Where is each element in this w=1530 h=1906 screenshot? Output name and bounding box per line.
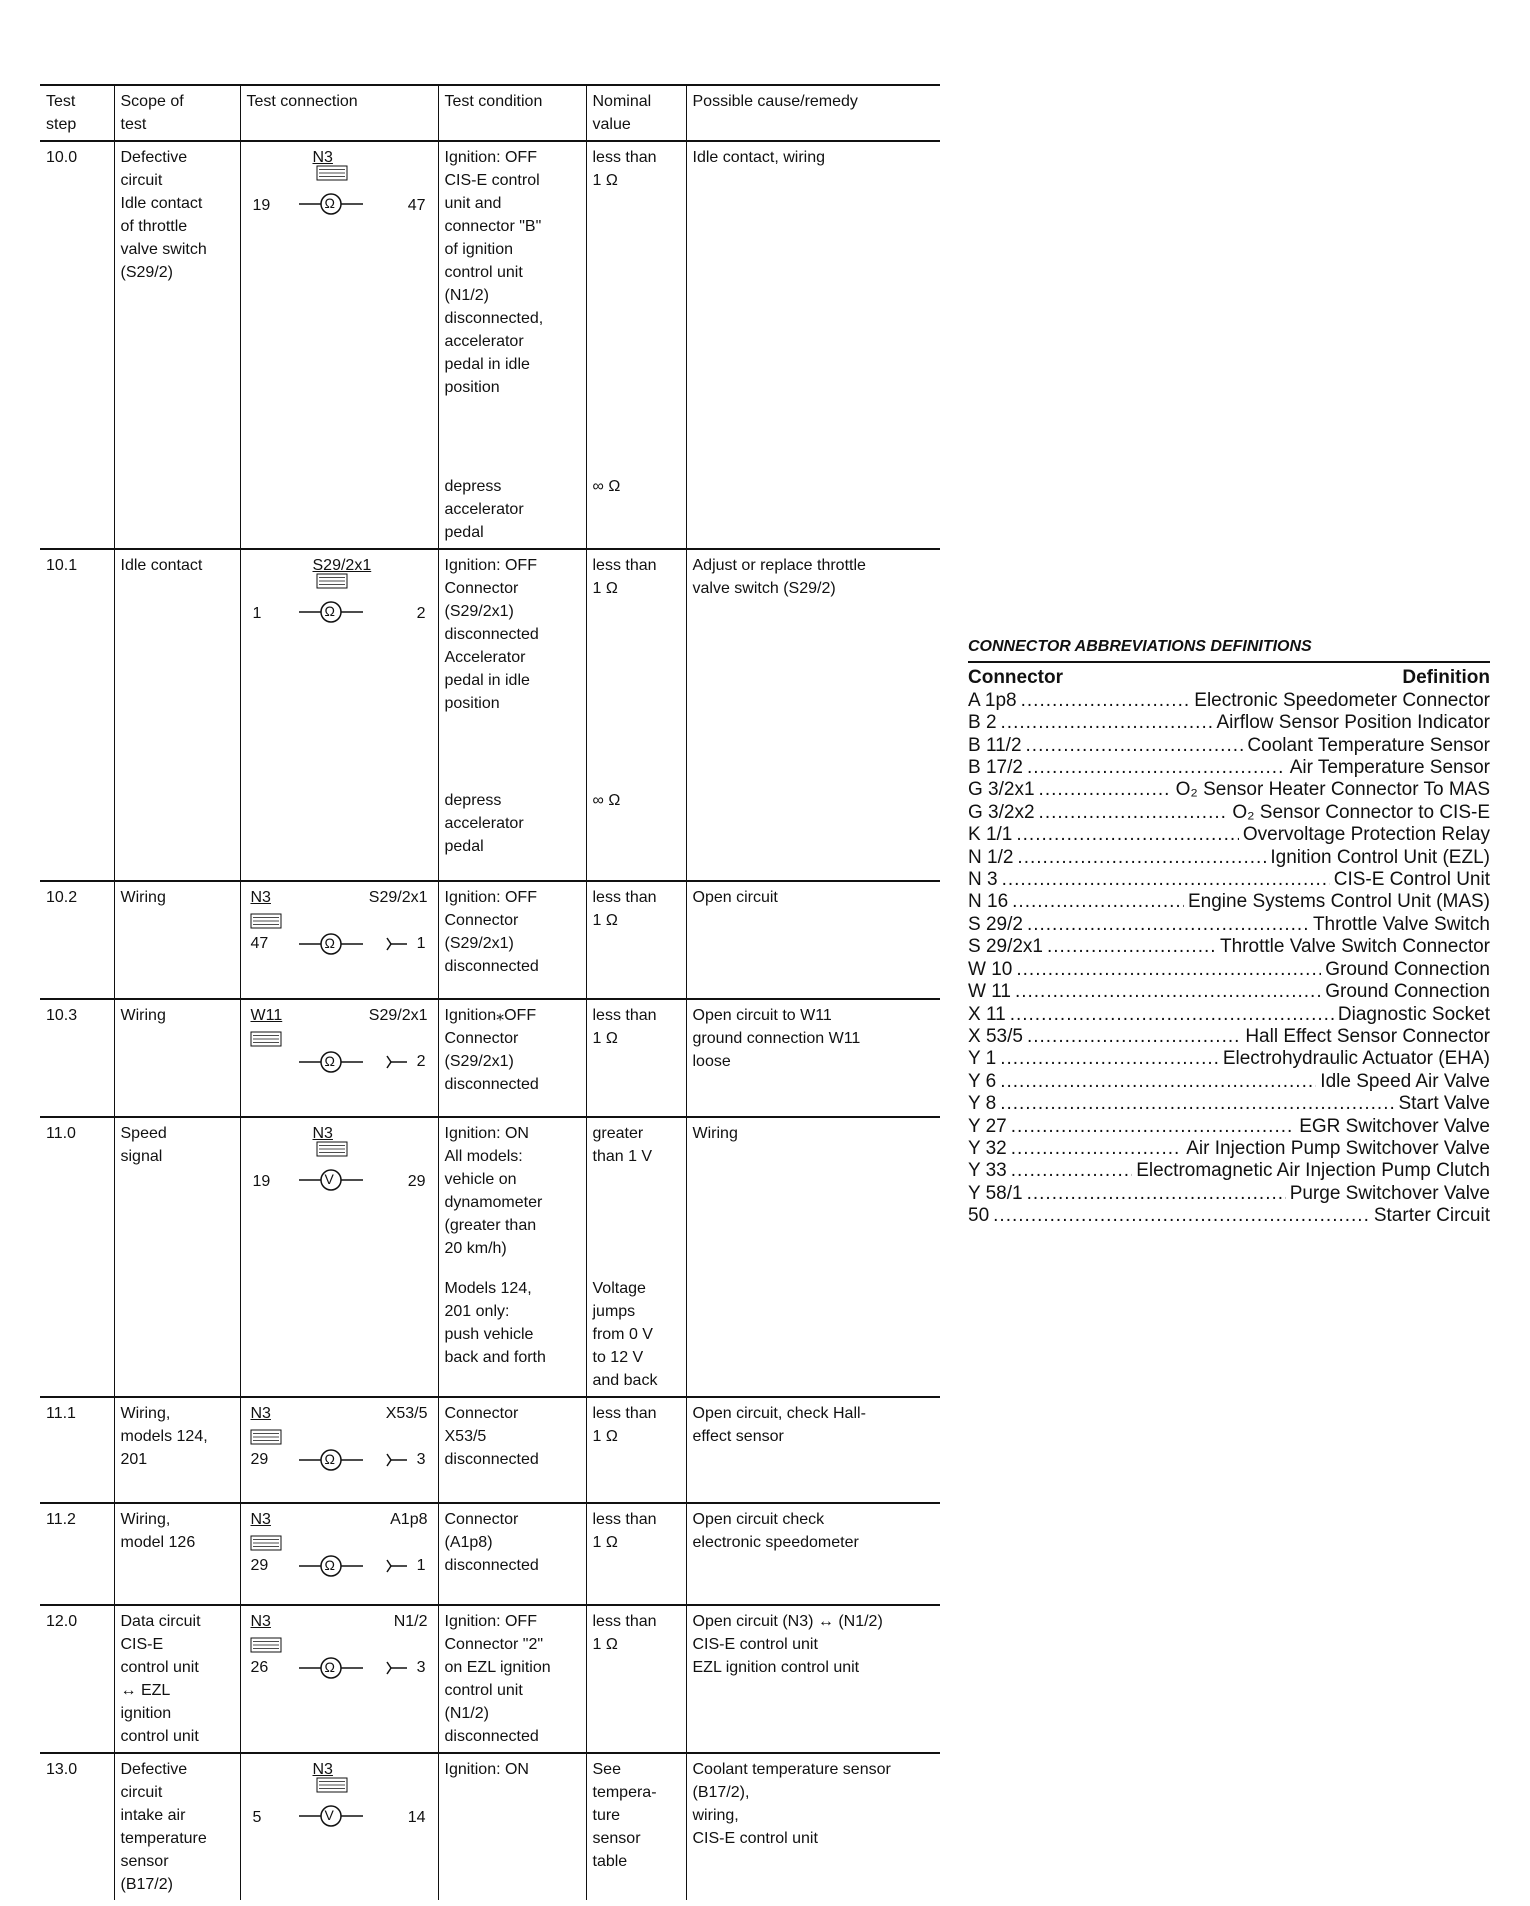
cell-possible-cause xyxy=(686,1273,940,1397)
definition-name: Diagnostic Socket xyxy=(1337,1003,1490,1025)
definition-code: Y 6 xyxy=(968,1070,997,1092)
connector-label-right: X53/5 xyxy=(385,1405,428,1422)
cell-test-condition: Ignition⁎OFF Connector (S29/2x1) disconnected xyxy=(438,999,586,1117)
connector-label: N3 xyxy=(312,1761,333,1778)
definition-row xyxy=(968,1183,1490,1205)
cell-possible-cause: Open circuit (N3) ↔ (N1/2) CIS-E control unit EZL ignition control unit xyxy=(686,1605,940,1753)
connector-label-left: N3 xyxy=(250,1405,271,1422)
definition-name: Starter Circuit xyxy=(1373,1205,1490,1227)
definition-row xyxy=(968,891,1490,913)
definition-row xyxy=(968,779,1490,801)
table-row xyxy=(40,471,940,549)
cell-nominal-value: less than 1 Ω xyxy=(586,141,686,471)
cell-test-connection xyxy=(240,785,438,881)
table-row xyxy=(40,1503,940,1605)
pin-right: 29 xyxy=(407,1173,426,1190)
cell-nominal-value: less than 1 Ω xyxy=(586,999,686,1117)
definition-code: 50 xyxy=(968,1205,990,1227)
table-row xyxy=(40,549,940,785)
header-test-connection: Test connection xyxy=(240,85,438,141)
connector-label-left: N3 xyxy=(250,1613,271,1630)
definition-name: Ground Connection xyxy=(1325,981,1490,1003)
cell-test-connection xyxy=(240,1273,438,1397)
definition-row xyxy=(968,1004,1490,1026)
definitions-title: CONNECTOR ABBREVIATIONS DEFINITIONS xyxy=(968,636,1490,663)
pin-left: 5 xyxy=(252,1809,262,1826)
cell-scope: Defective circuit Idle contact of throttle valve switch (S29/2) xyxy=(114,141,240,471)
cell-possible-cause xyxy=(686,471,940,549)
connector-label: S29/2x1 xyxy=(312,557,372,574)
definition-name: Air Temperature Sensor xyxy=(1289,757,1490,779)
definition-code: N 3 xyxy=(968,869,998,891)
definition-name: EGR Switchover Valve xyxy=(1299,1115,1490,1137)
cell-scope: Speed signal xyxy=(114,1117,240,1273)
definition-name: CIS-E Control Unit xyxy=(1333,869,1490,891)
cell-scope: Wiring, models 124, 201 xyxy=(114,1397,240,1503)
cell-possible-cause: Idle contact, wiring xyxy=(686,141,940,471)
definition-code: Y 8 xyxy=(968,1093,997,1115)
cell-nominal-value: greater than 1 V xyxy=(586,1117,686,1273)
cell-test-step: 10.3 xyxy=(40,999,114,1117)
cell-test-condition: Ignition: ON xyxy=(438,1753,586,1900)
connector-label: N3 xyxy=(312,149,333,166)
definition-code: Y 27 xyxy=(968,1115,1007,1137)
connector-definitions xyxy=(968,636,1490,1228)
definition-row xyxy=(968,914,1490,936)
meter-symbol-label: Ω xyxy=(324,1557,335,1573)
table-row xyxy=(40,1605,940,1753)
definition-name: Hall Effect Sensor Connector xyxy=(1245,1025,1490,1047)
leader-dots xyxy=(1021,690,1191,712)
definition-row xyxy=(968,712,1490,734)
cell-scope xyxy=(114,471,240,549)
leader-dots xyxy=(993,1205,1370,1227)
leader-dots xyxy=(1027,1183,1286,1205)
cell-test-connection xyxy=(240,1605,438,1753)
cell-possible-cause: Open circuit check electronic speedometer xyxy=(686,1503,940,1605)
definitions-header xyxy=(968,667,1490,689)
header-nominal-value: Nominal value xyxy=(586,85,686,141)
definition-row xyxy=(968,1116,1490,1138)
cell-test-step: 11.2 xyxy=(40,1503,114,1605)
definition-row xyxy=(968,802,1490,824)
meter-symbol-label: Ω xyxy=(324,1053,335,1069)
connector-label: N3 xyxy=(312,1125,333,1142)
pin-left: 29 xyxy=(250,1557,269,1574)
cell-scope xyxy=(114,785,240,881)
cell-nominal-value: less than 1 Ω xyxy=(586,549,686,785)
pin-right: 1 xyxy=(416,935,426,952)
leader-dots xyxy=(1015,981,1321,1003)
table-row xyxy=(40,1117,940,1273)
cell-test-condition: Ignition: OFF CIS-E control unit and connector "B" of ignition control unit (N1/2) disconnected, accelerator pedal in idle position xyxy=(438,141,586,471)
cell-possible-cause: Coolant temperature sensor (B17/2), wiring, CIS-E control unit xyxy=(686,1753,940,1900)
cell-scope: Idle contact xyxy=(114,549,240,785)
cell-test-connection xyxy=(240,1117,438,1273)
cell-test-step: 11.0 xyxy=(40,1117,114,1273)
definition-code: X 11 xyxy=(968,1003,1006,1025)
definition-code: B 2 xyxy=(968,712,997,734)
meter-symbol-label: V xyxy=(324,1807,334,1823)
table-row xyxy=(40,881,940,999)
definition-code: Y 32 xyxy=(968,1137,1007,1159)
table-row xyxy=(40,1273,940,1397)
header-possible-cause: Possible cause/remedy xyxy=(686,85,940,141)
definition-row xyxy=(968,1138,1490,1160)
definition-row xyxy=(968,1071,1490,1093)
cell-nominal-value: Voltage jumps from 0 V to 12 V and back xyxy=(586,1273,686,1397)
definition-code: N 1/2 xyxy=(968,846,1014,868)
meter-symbol xyxy=(247,1122,433,1206)
pin-right: 3 xyxy=(416,1659,426,1676)
definition-code: W 10 xyxy=(968,958,1013,980)
pin-right: 1 xyxy=(416,1557,426,1574)
meter-symbol-label: Ω xyxy=(324,935,335,951)
definition-name: Ignition Control Unit (EZL) xyxy=(1270,846,1490,868)
definition-code: X 53/5 xyxy=(968,1025,1023,1047)
connector-label-right: A1p8 xyxy=(390,1511,428,1528)
table-header-row xyxy=(40,85,940,141)
definition-name: Electromagnetic Air Injection Pump Clutch xyxy=(1136,1160,1490,1182)
definition-name: Ground Connection xyxy=(1325,958,1490,980)
definition-row xyxy=(968,981,1490,1003)
cell-test-step: 10.1 xyxy=(40,549,114,785)
cell-possible-cause: Open circuit to W11 ground connection W11 loose xyxy=(686,999,940,1117)
definition-name: Throttle Valve Switch Connector xyxy=(1220,936,1490,958)
connection-diagram xyxy=(247,1004,432,1088)
definition-name: Electrohydraulic Actuator (EHA) xyxy=(1222,1048,1490,1070)
definition-row xyxy=(968,1093,1490,1115)
definition-code: Y 58/1 xyxy=(968,1182,1023,1204)
cell-test-step: 11.1 xyxy=(40,1397,114,1503)
definition-code: G 3/2x1 xyxy=(968,779,1035,801)
header-test-step: Test step xyxy=(40,85,114,141)
test-table xyxy=(40,84,940,1900)
definition-row xyxy=(968,959,1490,981)
cell-test-connection xyxy=(240,881,438,999)
definition-row xyxy=(968,735,1490,757)
definition-name: O₂ Sensor Connector to CIS-E xyxy=(1232,801,1490,823)
leader-dots xyxy=(1000,1093,1394,1115)
connection-diagram xyxy=(247,1758,432,1842)
cell-nominal-value: less than 1 Ω xyxy=(586,1503,686,1605)
definition-row xyxy=(968,1048,1490,1070)
definition-name: Coolant Temperature Sensor xyxy=(1247,734,1490,756)
definition-code: A 1p8 xyxy=(968,689,1017,711)
definition-row xyxy=(968,824,1490,846)
definition-code: G 3/2x2 xyxy=(968,801,1035,823)
table-row xyxy=(40,785,940,881)
cell-nominal-value: less than 1 Ω xyxy=(586,1397,686,1503)
connection-diagram xyxy=(247,146,432,230)
cell-test-condition: Ignition: ON All models: vehicle on dynamometer (greater than 20 km/h) xyxy=(438,1117,586,1273)
definition-row xyxy=(968,847,1490,869)
connection-diagram xyxy=(247,1402,432,1486)
definition-name: Airflow Sensor Position Indicator xyxy=(1216,712,1490,734)
cell-test-step: 10.2 xyxy=(40,881,114,999)
leader-dots xyxy=(1011,1116,1295,1138)
connection-diagram xyxy=(247,886,432,970)
definitions-col-connector: Connector xyxy=(968,667,1063,689)
cell-scope xyxy=(114,1273,240,1397)
cell-scope: Defective circuit intake air temperature sensor (B17/2) xyxy=(114,1753,240,1900)
connection-diagram xyxy=(247,554,432,638)
cell-test-connection xyxy=(240,1753,438,1900)
connection-diagram xyxy=(247,1508,432,1592)
header-scope: Scope of test xyxy=(114,85,240,141)
cell-test-condition: Models 124, 201 only: push vehicle back and forth xyxy=(438,1273,586,1397)
cell-nominal-value: ∞ Ω xyxy=(586,785,686,881)
leader-dots xyxy=(1011,1138,1182,1160)
cell-test-connection xyxy=(240,471,438,549)
meter-symbol-label: Ω xyxy=(324,603,335,619)
meter-symbol-label: Ω xyxy=(324,195,335,211)
cell-test-condition: depress accelerator pedal xyxy=(438,785,586,881)
table-row xyxy=(40,141,940,471)
pin-left: 19 xyxy=(252,1173,271,1190)
leader-dots xyxy=(1002,869,1330,891)
cell-possible-cause: Open circuit, check Hall- effect sensor xyxy=(686,1397,940,1503)
cell-nominal-value: less than 1 Ω xyxy=(586,1605,686,1753)
definition-name: Overvoltage Protection Relay xyxy=(1242,824,1490,846)
leader-dots xyxy=(1000,1071,1316,1093)
definition-name: Start Valve xyxy=(1398,1093,1490,1115)
definition-name: O₂ Sensor Heater Connector To MAS xyxy=(1175,779,1490,801)
connection-diagram xyxy=(247,1610,432,1694)
definition-code: Y 33 xyxy=(968,1160,1007,1182)
connector-label-left: N3 xyxy=(250,1511,271,1528)
connector-label-left: N3 xyxy=(250,889,271,906)
leader-dots xyxy=(1047,936,1216,958)
cell-test-connection xyxy=(240,1397,438,1503)
cell-nominal-value: less than 1 Ω xyxy=(586,881,686,999)
cell-scope: Wiring, model 126 xyxy=(114,1503,240,1605)
cell-nominal-value: See tempera- ture sensor table xyxy=(586,1753,686,1900)
pin-left: 1 xyxy=(252,605,262,622)
leader-dots xyxy=(1016,959,1321,981)
leader-dots xyxy=(1001,712,1213,734)
definition-name: Air Injection Pump Switchover Valve xyxy=(1186,1137,1490,1159)
connector-label-left: W11 xyxy=(250,1007,283,1024)
definition-name: Purge Switchover Valve xyxy=(1289,1182,1490,1204)
pin-left: 29 xyxy=(250,1451,269,1468)
connector-label-right: S29/2x1 xyxy=(368,1007,428,1024)
table-body xyxy=(40,141,940,1900)
cell-test-connection xyxy=(240,141,438,471)
pin-left: 26 xyxy=(250,1659,269,1676)
table-row xyxy=(40,1397,940,1503)
definition-code: B 11/2 xyxy=(968,734,1022,756)
cell-test-connection xyxy=(240,999,438,1117)
cell-test-condition: Ignition: OFF Connector (S29/2x1) disconnected xyxy=(438,881,586,999)
cell-test-connection xyxy=(240,1503,438,1605)
definition-row xyxy=(968,690,1490,712)
cell-possible-cause: Wiring xyxy=(686,1117,940,1273)
cell-test-condition: Connector X53/5 disconnected xyxy=(438,1397,586,1503)
leader-dots xyxy=(1012,891,1184,913)
pin-left: 47 xyxy=(250,935,269,952)
cell-test-step: 10.0 xyxy=(40,141,114,471)
cell-test-condition: Connector (A1p8) disconnected xyxy=(438,1503,586,1605)
definition-code: S 29/2 xyxy=(968,913,1023,935)
meter-symbol xyxy=(247,1758,433,1842)
definition-row xyxy=(968,757,1490,779)
pin-right: 3 xyxy=(416,1451,426,1468)
cell-test-step: 12.0 xyxy=(40,1605,114,1753)
definition-name: Electronic Speedometer Connector xyxy=(1194,689,1490,711)
leader-dots xyxy=(1010,1004,1334,1026)
table-row xyxy=(40,999,940,1117)
definitions-list xyxy=(968,690,1490,1228)
cell-test-condition: depress accelerator pedal xyxy=(438,471,586,549)
leader-dots xyxy=(1039,779,1172,801)
meter-symbol-label: V xyxy=(324,1171,334,1187)
definition-row xyxy=(968,936,1490,958)
leader-dots xyxy=(1027,1026,1241,1048)
meter-symbol-label: Ω xyxy=(324,1451,335,1467)
meter-symbol-label: Ω xyxy=(324,1659,335,1675)
leader-dots xyxy=(1027,757,1286,779)
definition-name: Engine Systems Control Unit (MAS) xyxy=(1188,891,1490,913)
definition-code: B 17/2 xyxy=(968,757,1023,779)
cell-scope: Wiring xyxy=(114,881,240,999)
leader-dots xyxy=(1017,847,1266,869)
cell-test-step xyxy=(40,471,114,549)
definition-row xyxy=(968,1026,1490,1048)
definition-code: S 29/2x1 xyxy=(968,936,1043,958)
pin-right: 2 xyxy=(416,1053,426,1070)
connector-label-right: S29/2x1 xyxy=(368,889,428,906)
cell-possible-cause xyxy=(686,785,940,881)
pin-left: 19 xyxy=(252,197,271,214)
cell-nominal-value: ∞ Ω xyxy=(586,471,686,549)
connector-label-right: N1/2 xyxy=(393,1613,428,1630)
definition-row xyxy=(968,1160,1490,1182)
cell-test-condition: Ignition: OFF Connector (S29/2x1) disconnected Accelerator pedal in idle position xyxy=(438,549,586,785)
definition-name: Throttle Valve Switch xyxy=(1312,913,1490,935)
definition-row xyxy=(968,869,1490,891)
leader-dots xyxy=(1027,914,1309,936)
cell-test-condition: Ignition: OFF Connector "2" on EZL ignition control unit (N1/2) disconnected xyxy=(438,1605,586,1753)
definition-code: N 16 xyxy=(968,891,1009,913)
cell-test-step xyxy=(40,785,114,881)
leader-dots xyxy=(1016,824,1239,846)
definition-code: Y 1 xyxy=(968,1048,997,1070)
meter-symbol xyxy=(247,146,433,230)
pin-right: 14 xyxy=(407,1809,426,1826)
cell-test-connection xyxy=(240,549,438,785)
table-row xyxy=(40,1753,940,1900)
cell-test-step: 13.0 xyxy=(40,1753,114,1900)
connection-diagram xyxy=(247,1122,432,1206)
leader-dots xyxy=(1039,802,1229,824)
pin-right: 2 xyxy=(416,605,426,622)
cell-scope: Data circuit CIS-E control unit ↔ EZL ignition control unit xyxy=(114,1605,240,1753)
leader-dots xyxy=(1026,735,1244,757)
pin-right: 47 xyxy=(407,197,426,214)
header-test-condition: Test condition xyxy=(438,85,586,141)
definition-code: W 11 xyxy=(968,981,1011,1003)
cell-possible-cause: Adjust or replace throttle valve switch (S29/2) xyxy=(686,549,940,785)
cell-scope: Wiring xyxy=(114,999,240,1117)
leader-dots xyxy=(1000,1048,1219,1070)
definitions-col-definition: Definition xyxy=(1402,667,1490,689)
definition-name: Idle Speed Air Valve xyxy=(1320,1070,1490,1092)
definition-code: K 1/1 xyxy=(968,824,1013,846)
cell-test-step xyxy=(40,1273,114,1397)
definition-row xyxy=(968,1205,1490,1227)
leader-dots xyxy=(1011,1160,1132,1182)
cell-possible-cause: Open circuit xyxy=(686,881,940,999)
